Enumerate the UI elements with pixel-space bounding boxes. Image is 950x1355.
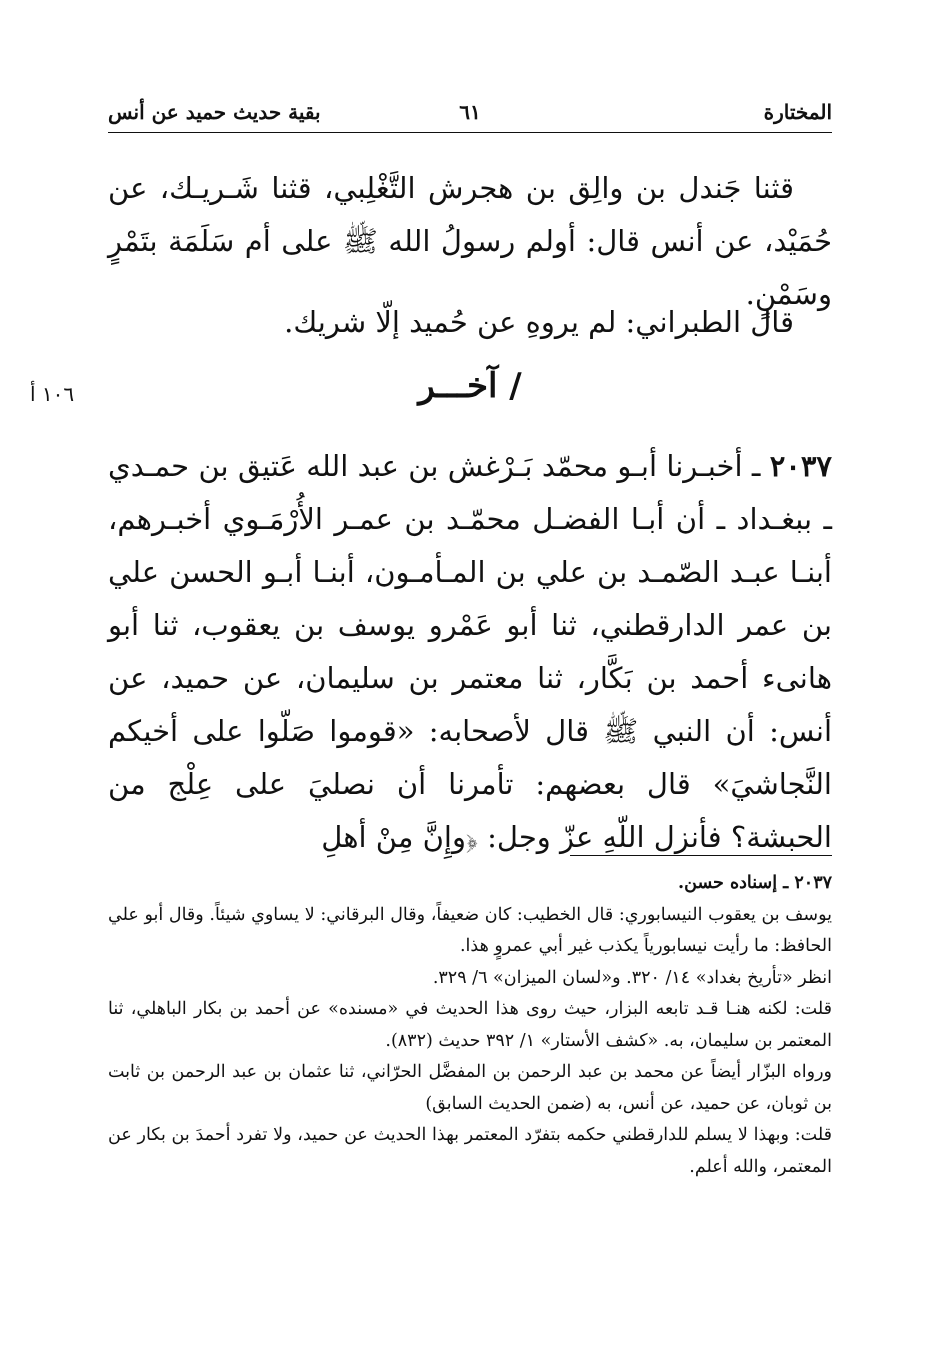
footnote-line: ورواه البزّار أيضاً عن محمد بن عبد الرحمن بن المفضَّل الحرّاني، ثنا عثمان بن عبد الرحمن بن ثابت بن ثوبان، عن حميد، عن أنس، به (ضمن الحديث السابق)	[108, 1062, 832, 1114]
footnote-line: قلت: وبهذا لا يسلم للدارقطني حكمه بتفرّد المعتمر بهذا الحديث عن حميد، ولا تفرد أحمدَ بن بكار عن المعتمر، والله أعلم.	[108, 1125, 832, 1177]
hadith-text-block	[108, 440, 832, 864]
paragraph-1-text: قثنا جَندل بن والِق بن هجرش التَّغْلِبي، قثنا شَـريـك، عن حُمَيْد، عن أنس قال: أولم رسولُ الله ﷺ على أم سَلَمَة بتَمْرٍ وسَمْنٍ.	[108, 171, 832, 311]
book-title: المختارة	[763, 100, 832, 124]
footnote-divider	[570, 855, 832, 856]
paragraph-2	[108, 296, 832, 349]
hadith-paragraph	[108, 440, 832, 864]
hadith-text: ـ أخبـرنا أبـو محمّد بَـرْغش بن عبد الله عَتيق بن حمـدي ـ ببغـداد ـ أن أبـا الفضـل محمّـد بن عمـر الأُرْمَـوي أخبـرهم، أبنـا عبـد الصّمـد بن علي بن المـأمـون، أبنـا أبـو الحسن علي بن عمر الدارقطني، ثنا أبو عَمْرو يوسف بن يعقوب، ثنا أبو هانىء أحمد بن بَكَّار، ثنا معتمر بن سليمان، عن حميد، عن أنس: أن النبي ﷺ قال لأصحابه: «قوموا صَلّوا على أخيكم النَّجاشيَ» قال بعضهم: تأمرنا أن نصليَ على عِلْج من الحبشة؟ فأنزل اللّهِ عزّ وجل: ﴿وإِنَّ مِنْ أهلِ	[108, 449, 832, 854]
running-header	[108, 92, 832, 132]
manuscript-folio-note: ١٠٦ أ	[30, 382, 75, 406]
footnotes	[108, 868, 832, 1183]
chapter-title: بقية حديث حميد عن أنس	[108, 100, 321, 124]
page-number: ٦١	[459, 100, 481, 124]
footnote-line: قلت: لكنه هنـا قـد تابعه البزار، حيث روى هذا الحديث في «مسنده» عن أحمد بن بكار الباهلي، ثنا المعتمر بن سليمان، به. «كشف الأستار» ١/ ٣٩٢ حديث (٨٣٢).	[108, 999, 832, 1051]
paragraph-2-text: قال الطبراني: لم يروهِ عن حُميد إلّا شريك.	[284, 305, 794, 339]
section-title: / آخـــر	[418, 366, 522, 406]
footnote-line: يوسف بن يعقوب النيسابوري: قال الخطيب: كان ضعيفاً، وقال البرقاني: لا يساوي شيئاً. وقال أبو علي الحافظ: ما رأيت نيسابورياً يكذب غير أبي عمروٍ هذا.	[108, 904, 832, 956]
footnote-head: ٢٠٣٧ ـ إسناده حسن.	[678, 873, 832, 893]
footnote-line: انظر «تأريخ بغداد» ١٤/ ٣٢٠. و«لسان الميزان» ٦/ ٣٢٩.	[432, 967, 832, 988]
header-divider	[108, 132, 832, 133]
hadith-number: ٢٠٣٧	[769, 449, 832, 483]
